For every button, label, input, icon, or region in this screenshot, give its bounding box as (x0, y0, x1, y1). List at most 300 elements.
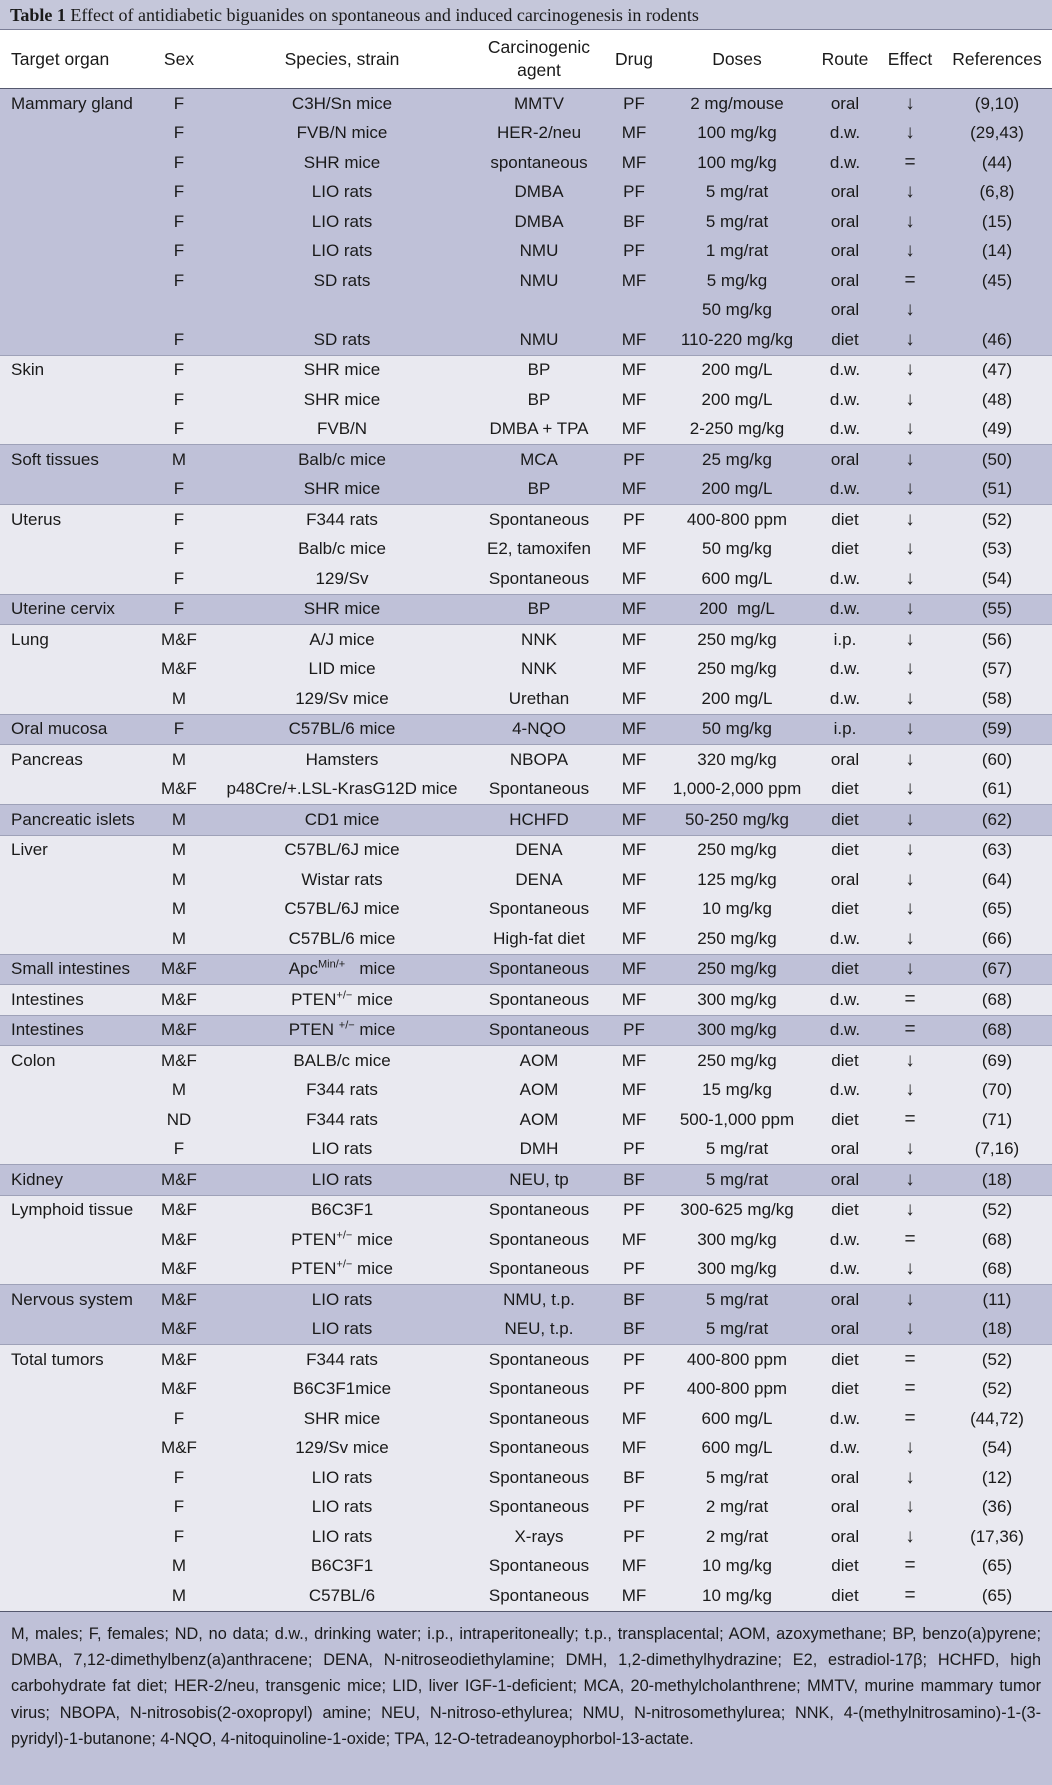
cell-route: d.w. (812, 1076, 878, 1106)
table-row (0, 655, 1052, 685)
cell-target-organ (0, 1135, 146, 1165)
cell-drug: BF (606, 1315, 662, 1345)
cell-dose: 600 mg/L (662, 564, 812, 594)
cell-sex: F (146, 594, 212, 625)
cell-target-organ (0, 865, 146, 895)
cell-route: diet (812, 505, 878, 535)
cell-target-organ (0, 1581, 146, 1611)
cell-species: LIO rats (212, 1285, 472, 1315)
cell-dose: 200 mg/L (662, 475, 812, 505)
cell-species: LIO rats (212, 237, 472, 267)
species-suffix: mice (352, 1259, 393, 1279)
cell-route: diet (812, 775, 878, 805)
cell-reference: (68) (942, 985, 1052, 1016)
cell-species: LIO rats (212, 1315, 472, 1345)
cell-agent: Spontaneous (472, 1345, 606, 1375)
table-row (0, 1522, 1052, 1552)
table-footnote: M, males; F, females; ND, no data; d.w., drinking water; i.p., intraperitoneally; t.p., transplacental; AOM, azoxymethane; BP, benzo(a)pyrene; DMBA, 7,12-dimethylbenz(a)anthracene; DENA, N-nitroseodiethylamine; DMH, 1,2-dimethylhydrazine; E2, estradiol-17β; HCHFD, high carbohydrate fat diet; HER-2/neu, transgenic mice; LID, liver IGF-1-deficient; MCA, 20-methylcholanthrene; MMTV, murine mammary tumor virus; NBOPA, N-nitrosobis(2-oxopropyl) amine; NEU, N-nitroso-ethylurea; NMU, N-nitrosomethylurea; NNK, 4-(methylnitrosamino)-1-(3-pyridyl)-1-butanone; 4-NQO, 4-nitoquinoline-1-oxide; TPA, 12-O-tetradeanoyphorbol-13-actate. (0, 1611, 1052, 1785)
table-row (0, 1375, 1052, 1405)
table-row (0, 535, 1052, 565)
cell-dose: 1 mg/rat (662, 237, 812, 267)
cell-drug: MF (606, 385, 662, 415)
cell-effect: ↓ (878, 207, 942, 237)
cell-target-organ: Intestines (0, 985, 146, 1016)
cell-route: d.w. (812, 564, 878, 594)
cell-reference: (52) (942, 1195, 1052, 1225)
cell-effect: ↓ (878, 89, 942, 119)
cell-agent: DMBA + TPA (472, 415, 606, 445)
table-row (0, 745, 1052, 775)
species-genotype-sup: +/− (336, 989, 353, 1002)
cell-target-organ (0, 385, 146, 415)
cell-route: d.w. (812, 119, 878, 149)
species-name: PTEN (291, 989, 337, 1009)
cell-target-organ (0, 1105, 146, 1135)
cell-reference: (69) (942, 1046, 1052, 1076)
cell-dose: 320 mg/kg (662, 745, 812, 775)
cell-route: oral (812, 1493, 878, 1523)
cell-reference: (17,36) (942, 1522, 1052, 1552)
table-row (0, 1255, 1052, 1285)
cell-agent: Spontaneous (472, 1404, 606, 1434)
cell-route: diet (812, 535, 878, 565)
cell-reference: (61) (942, 775, 1052, 805)
cell-species (212, 954, 472, 985)
cell-sex: M (146, 924, 212, 954)
cell-target-organ (0, 1434, 146, 1464)
cell-agent: Spontaneous (472, 954, 606, 985)
cell-reference: (54) (942, 1434, 1052, 1464)
cell-route: oral (812, 865, 878, 895)
cell-reference: (56) (942, 625, 1052, 655)
cell-species: p48Cre/+.LSL-KrasG12D mice (212, 775, 472, 805)
cell-agent: Spontaneous (472, 1015, 606, 1046)
species-name: PTEN (291, 1229, 337, 1249)
cell-species: LIO rats (212, 178, 472, 208)
cell-route: diet (812, 1046, 878, 1076)
cell-drug: MF (606, 745, 662, 775)
caption-text: Effect of antidiabetic biguanides on spontaneous and induced carcinogenesis in rodents (70, 5, 699, 25)
cell-species: 129/Sv mice (212, 684, 472, 714)
cell-sex: M (146, 684, 212, 714)
header-doses: Doses (662, 30, 812, 89)
header-agent-line1: Carcinogenic (487, 37, 591, 57)
table-row (0, 266, 1052, 296)
cell-agent: AOM (472, 1105, 606, 1135)
cell-sex: F (146, 1135, 212, 1165)
cell-species: SHR mice (212, 385, 472, 415)
cell-target-organ: Mammary gland (0, 89, 146, 119)
cell-target-organ: Liver (0, 835, 146, 865)
cell-agent: MMTV (472, 89, 606, 119)
header-effect: Effect (878, 30, 942, 89)
cell-reference: (46) (942, 325, 1052, 355)
cell-target-organ (0, 266, 146, 296)
cell-dose: 5 mg/rat (662, 1315, 812, 1345)
cell-sex: M&F (146, 985, 212, 1016)
cell-drug: MF (606, 1046, 662, 1076)
cell-target-organ (0, 207, 146, 237)
species-name: PTEN (291, 1259, 337, 1279)
cell-agent: X-rays (472, 1522, 606, 1552)
cell-drug: MF (606, 266, 662, 296)
table-row (0, 415, 1052, 445)
cell-drug: PF (606, 1195, 662, 1225)
cell-agent: DMH (472, 1135, 606, 1165)
cell-effect: = (878, 1581, 942, 1611)
cell-species: C57BL/6 mice (212, 924, 472, 954)
cell-agent: DENA (472, 865, 606, 895)
cell-species: F344 rats (212, 505, 472, 535)
cell-reference: (50) (942, 445, 1052, 475)
cell-dose: 400-800 ppm (662, 1375, 812, 1405)
cell-species: LIO rats (212, 1493, 472, 1523)
cell-species (212, 1255, 472, 1285)
cell-species: F344 rats (212, 1345, 472, 1375)
cell-agent: 4-NQO (472, 714, 606, 745)
cell-species: LID mice (212, 655, 472, 685)
cell-route: oral (812, 207, 878, 237)
cell-reference: (65) (942, 1552, 1052, 1582)
cell-route: diet (812, 1195, 878, 1225)
cell-dose: 250 mg/kg (662, 655, 812, 685)
cell-species: BALB/c mice (212, 1046, 472, 1076)
cell-agent: HCHFD (472, 805, 606, 836)
cell-species: C57BL/6 mice (212, 714, 472, 745)
cell-reference: (48) (942, 385, 1052, 415)
cell-sex: M&F (146, 1345, 212, 1375)
cell-target-organ (0, 535, 146, 565)
cell-drug: MF (606, 985, 662, 1016)
cell-effect: ↓ (878, 924, 942, 954)
table-row (0, 178, 1052, 208)
cell-route: d.w. (812, 924, 878, 954)
cell-dose: 50 mg/kg (662, 535, 812, 565)
cell-drug: MF (606, 895, 662, 925)
cell-agent: Spontaneous (472, 1493, 606, 1523)
cell-effect: ↓ (878, 865, 942, 895)
cell-drug: PF (606, 505, 662, 535)
data-table (0, 30, 1052, 1611)
cell-effect: ↓ (878, 1522, 942, 1552)
cell-effect: = (878, 985, 942, 1016)
cell-reference: (58) (942, 684, 1052, 714)
cell-agent: Spontaneous (472, 985, 606, 1016)
cell-sex: M&F (146, 655, 212, 685)
table-row (0, 475, 1052, 505)
cell-species: B6C3F1 (212, 1195, 472, 1225)
cell-target-organ (0, 924, 146, 954)
cell-species: F344 rats (212, 1105, 472, 1135)
cell-effect: ↓ (878, 805, 942, 836)
cell-sex: M (146, 805, 212, 836)
cell-route: diet (812, 835, 878, 865)
cell-reference: (63) (942, 835, 1052, 865)
cell-dose: 10 mg/kg (662, 895, 812, 925)
cell-dose: 5 mg/rat (662, 1463, 812, 1493)
cell-sex: M (146, 1076, 212, 1106)
cell-route: oral (812, 178, 878, 208)
cell-sex: M&F (146, 1046, 212, 1076)
cell-drug: MF (606, 1225, 662, 1255)
cell-sex: F (146, 1404, 212, 1434)
species-name: Apc (288, 959, 318, 979)
cell-reference: (52) (942, 1345, 1052, 1375)
cell-sex: F (146, 564, 212, 594)
cell-target-organ (0, 1225, 146, 1255)
cell-effect: ↓ (878, 594, 942, 625)
cell-agent: High-fat diet (472, 924, 606, 954)
cell-effect: ↓ (878, 475, 942, 505)
cell-effect: ↓ (878, 415, 942, 445)
cell-route: i.p. (812, 625, 878, 655)
cell-route: oral (812, 1522, 878, 1552)
cell-sex: F (146, 237, 212, 267)
cell-effect: ↓ (878, 325, 942, 355)
cell-reference: (59) (942, 714, 1052, 745)
cell-drug: MF (606, 924, 662, 954)
cell-species: B6C3F1mice (212, 1375, 472, 1405)
cell-effect: ↓ (878, 535, 942, 565)
cell-species: A/J mice (212, 625, 472, 655)
cell-dose: 300 mg/kg (662, 1255, 812, 1285)
cell-sex: F (146, 89, 212, 119)
species-name: PTEN (288, 1020, 339, 1040)
cell-reference: (52) (942, 1375, 1052, 1405)
table-row (0, 564, 1052, 594)
cell-drug: MF (606, 865, 662, 895)
cell-species: Balb/c mice (212, 535, 472, 565)
cell-drug: MF (606, 564, 662, 594)
cell-dose: 300 mg/kg (662, 1225, 812, 1255)
cell-route: oral (812, 296, 878, 326)
table-row (0, 1434, 1052, 1464)
table-row (0, 1076, 1052, 1106)
cell-route: oral (812, 745, 878, 775)
table-body (0, 89, 1052, 1611)
cell-dose: 5 mg/rat (662, 1135, 812, 1165)
cell-reference: (52) (942, 505, 1052, 535)
cell-effect: ↓ (878, 775, 942, 805)
cell-route: i.p. (812, 714, 878, 745)
cell-dose: 110-220 mg/kg (662, 325, 812, 355)
cell-dose: 250 mg/kg (662, 625, 812, 655)
cell-sex: M (146, 445, 212, 475)
cell-species (212, 1225, 472, 1255)
cell-effect: = (878, 1015, 942, 1046)
cell-target-organ (0, 1493, 146, 1523)
cell-target-organ: Lung (0, 625, 146, 655)
cell-drug: PF (606, 89, 662, 119)
cell-target-organ (0, 564, 146, 594)
cell-species: Balb/c mice (212, 445, 472, 475)
cell-agent: NEU, tp (472, 1165, 606, 1196)
cell-target-organ: Colon (0, 1046, 146, 1076)
cell-dose: 5 mg/rat (662, 178, 812, 208)
cell-species: SHR mice (212, 355, 472, 385)
cell-dose: 200 mg/L (662, 385, 812, 415)
cell-route: oral (812, 237, 878, 267)
cell-agent: Spontaneous (472, 1581, 606, 1611)
cell-dose: 2 mg/mouse (662, 89, 812, 119)
cell-dose: 5 mg/rat (662, 1165, 812, 1196)
cell-reference: (64) (942, 865, 1052, 895)
table-row (0, 445, 1052, 475)
cell-target-organ: Pancreatic islets (0, 805, 146, 836)
cell-route: diet (812, 1105, 878, 1135)
cell-agent: BP (472, 385, 606, 415)
table-row (0, 1165, 1052, 1196)
cell-sex: F (146, 1463, 212, 1493)
cell-species: C3H/Sn mice (212, 89, 472, 119)
cell-drug: MF (606, 655, 662, 685)
cell-sex: M&F (146, 1225, 212, 1255)
cell-reference: (9,10) (942, 89, 1052, 119)
cell-sex: F (146, 355, 212, 385)
cell-reference: (14) (942, 237, 1052, 267)
cell-agent: BP (472, 475, 606, 505)
cell-dose: 2-250 mg/kg (662, 415, 812, 445)
header-references: References (942, 30, 1052, 89)
cell-drug: MF (606, 535, 662, 565)
cell-sex: F (146, 325, 212, 355)
cell-effect: = (878, 1375, 942, 1405)
cell-agent: Spontaneous (472, 1375, 606, 1405)
cell-drug: MF (606, 625, 662, 655)
table-row (0, 1225, 1052, 1255)
cell-drug: MF (606, 954, 662, 985)
cell-effect: = (878, 1552, 942, 1582)
cell-sex: F (146, 385, 212, 415)
cell-agent: Spontaneous (472, 775, 606, 805)
cell-sex: F (146, 148, 212, 178)
table-row (0, 1015, 1052, 1046)
cell-agent: Spontaneous (472, 1255, 606, 1285)
cell-drug: MF (606, 1076, 662, 1106)
cell-species: LIO rats (212, 1135, 472, 1165)
cell-agent: Spontaneous (472, 564, 606, 594)
cell-effect: ↓ (878, 1255, 942, 1285)
cell-route: d.w. (812, 1225, 878, 1255)
cell-route: d.w. (812, 684, 878, 714)
cell-sex: M (146, 865, 212, 895)
cell-sex: M&F (146, 1434, 212, 1464)
cell-reference: (6,8) (942, 178, 1052, 208)
cell-reference: (65) (942, 895, 1052, 925)
cell-drug: PF (606, 1015, 662, 1046)
table-row (0, 385, 1052, 415)
cell-dose: 400-800 ppm (662, 1345, 812, 1375)
cell-species: SHR mice (212, 594, 472, 625)
cell-dose: 10 mg/kg (662, 1581, 812, 1611)
cell-dose: 300 mg/kg (662, 1015, 812, 1046)
cell-target-organ: Oral mucosa (0, 714, 146, 745)
table-row (0, 207, 1052, 237)
cell-agent: Spontaneous (472, 895, 606, 925)
cell-agent: E2, tamoxifen (472, 535, 606, 565)
cell-reference: (18) (942, 1165, 1052, 1196)
cell-agent: Spontaneous (472, 1195, 606, 1225)
cell-species: LIO rats (212, 207, 472, 237)
cell-dose: 5 mg/rat (662, 1285, 812, 1315)
cell-sex: F (146, 505, 212, 535)
cell-dose: 50-250 mg/kg (662, 805, 812, 836)
cell-agent: spontaneous (472, 148, 606, 178)
cell-target-organ (0, 296, 146, 326)
cell-target-organ (0, 1375, 146, 1405)
cell-route: oral (812, 266, 878, 296)
cell-target-organ (0, 1522, 146, 1552)
cell-agent: Urethan (472, 684, 606, 714)
cell-reference: (44) (942, 148, 1052, 178)
table-row (0, 1463, 1052, 1493)
cell-dose: 250 mg/kg (662, 924, 812, 954)
cell-drug: MF (606, 355, 662, 385)
cell-sex (146, 296, 212, 326)
cell-species: SD rats (212, 325, 472, 355)
cell-species: SHR mice (212, 148, 472, 178)
cell-dose: 2 mg/rat (662, 1493, 812, 1523)
cell-route: d.w. (812, 1434, 878, 1464)
cell-drug: MF (606, 684, 662, 714)
cell-effect: ↓ (878, 625, 942, 655)
cell-target-organ (0, 775, 146, 805)
cell-species (212, 1015, 472, 1046)
cell-reference: (11) (942, 1285, 1052, 1315)
cell-reference: (12) (942, 1463, 1052, 1493)
table-row (0, 895, 1052, 925)
table-row (0, 148, 1052, 178)
cell-route: d.w. (812, 1015, 878, 1046)
cell-species: C57BL/6J mice (212, 895, 472, 925)
cell-reference: (66) (942, 924, 1052, 954)
table-row (0, 714, 1052, 745)
cell-drug: MF (606, 835, 662, 865)
cell-reference: (68) (942, 1225, 1052, 1255)
cell-target-organ (0, 895, 146, 925)
cell-dose: 125 mg/kg (662, 865, 812, 895)
table-row (0, 1135, 1052, 1165)
cell-effect: ↓ (878, 684, 942, 714)
cell-effect: ↓ (878, 178, 942, 208)
cell-agent: DMBA (472, 178, 606, 208)
cell-reference: (68) (942, 1255, 1052, 1285)
header-target-organ: Target organ (0, 30, 146, 89)
cell-dose: 250 mg/kg (662, 1046, 812, 1076)
cell-effect: ↓ (878, 1046, 942, 1076)
cell-route: d.w. (812, 355, 878, 385)
cell-species: LIO rats (212, 1522, 472, 1552)
species-suffix: mice (352, 989, 393, 1009)
cell-target-organ (0, 119, 146, 149)
cell-drug: MF (606, 325, 662, 355)
cell-route: d.w. (812, 655, 878, 685)
cell-effect: = (878, 1225, 942, 1255)
cell-reference: (51) (942, 475, 1052, 505)
cell-dose: 2 mg/rat (662, 1522, 812, 1552)
cell-agent: NMU (472, 237, 606, 267)
cell-reference: (68) (942, 1015, 1052, 1046)
cell-target-organ: Total tumors (0, 1345, 146, 1375)
cell-effect: = (878, 1105, 942, 1135)
table-row (0, 835, 1052, 865)
table-row (0, 1552, 1052, 1582)
cell-effect: ↓ (878, 655, 942, 685)
cell-agent: DMBA (472, 207, 606, 237)
cell-target-organ (0, 1255, 146, 1285)
species-suffix: mice (354, 1020, 396, 1040)
header-species: Species, strain (212, 30, 472, 89)
